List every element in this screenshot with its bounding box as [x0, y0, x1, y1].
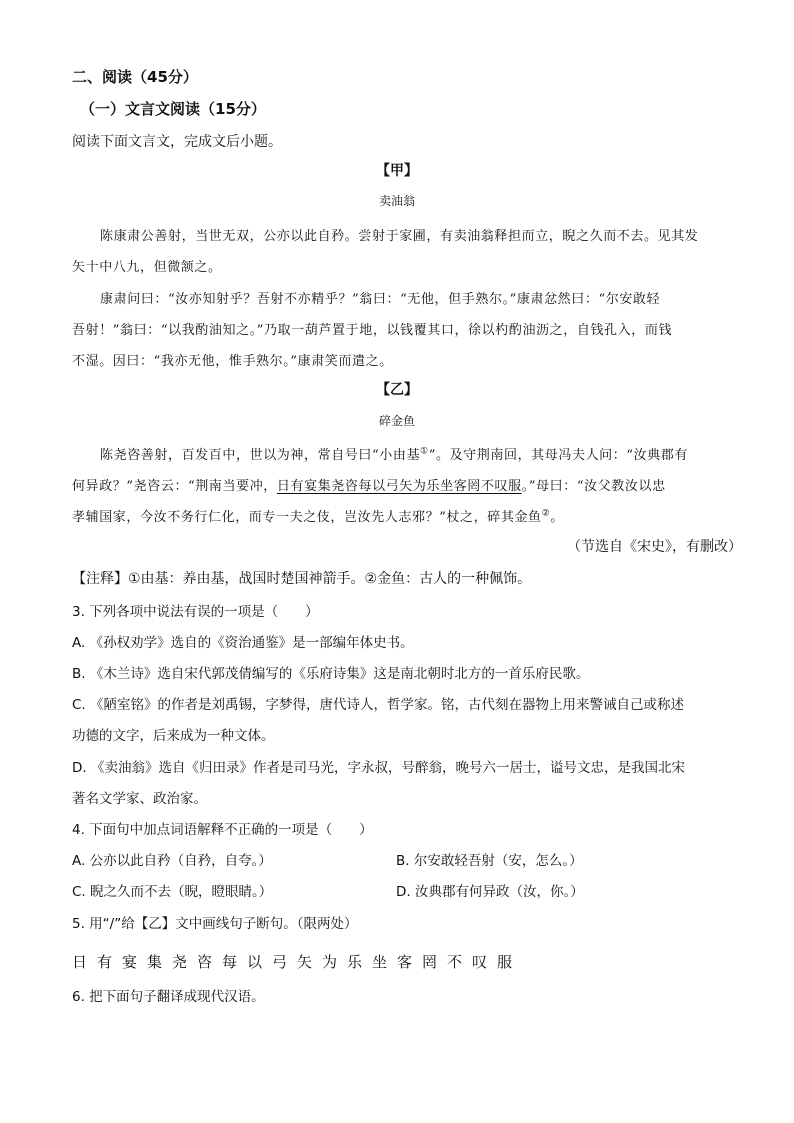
passage-a-line: 吾射！”翁曰：“以我酌油知之。”乃取一葫芦置于地，以钱覆其口，徐以杓酌油沥之，自钱孔入，而钱 [72, 323, 673, 338]
underlined-sentence: 日有宴集尧咨每以弓矢为乐坐客罔不叹服 [276, 479, 522, 494]
passage-b-line [72, 506, 564, 525]
q3-option-c[interactable]: C. 《陋室铭》的作者是刘禹锡，字梦得，唐代诗人，哲学家。铭，古代刻在器物上用来警诫自己或称述 [72, 697, 685, 713]
passage-b-text: ”。及守荆南回，其母冯夫人问：“汝典郡有 [428, 448, 689, 463]
passage-b-text: 陈尧咨善射，百发百中，世以为神，常自号曰“小由基 [100, 448, 421, 463]
passage-b-label: 【乙】 [376, 382, 418, 398]
subsection-title: （一）文言文阅读（15分） [80, 100, 266, 118]
q3-option-c-cont: 功德的文字，后来成为一种文体。 [72, 728, 275, 744]
passage-b-title: 碎金鱼 [378, 414, 415, 428]
passage-b-text: 。 [550, 510, 564, 525]
q4-option-a[interactable]: A. 公亦以此自矜（自矜，自夸。） [72, 853, 272, 869]
q4-option-d[interactable]: D. 汝典郡有何异政（汝，你。） [396, 884, 584, 900]
q5-stem: 5. 用“/”给【乙】文中画线句子断句。（限两处） [72, 916, 358, 932]
q3-option-a[interactable]: A. 《孙权劝学》选自的《资治通鉴》是一部编年体史书。 [72, 635, 414, 651]
q4-option-b[interactable]: B. 尔安敢轻吾射（安，怎么。） [396, 853, 583, 869]
passage-source: （节选自《宋史》，有删改） [567, 539, 742, 555]
passage-a-line: 陈康肃公善射，当世无双，公亦以此自矜。尝射于家圃，有卖油翁释担而立，睨之久而不去。见其发 [100, 229, 699, 244]
passage-b-text: 何异政？”尧咨云：“荆南当要冲， [72, 479, 277, 494]
q3-option-b[interactable]: B. 《木兰诗》选自宋代郭茂倩编写的《乐府诗集》这是南北朝时北方的一首乐府民歌。 [72, 666, 590, 682]
passage-a-line: 康肃问曰：“汝亦知射乎？吾射不亦精乎？”翁曰：“无他，但手熟尔。”康肃忿然曰：“尔安敢轻 [100, 292, 661, 307]
passage-b-text: 孝辅国家，今汝不务行仁化，而专一夫之伎，岂汝先人志邪？”杖之，碎其金鱼 [72, 510, 542, 525]
passage-b-line [100, 444, 688, 463]
passage-b-line [72, 475, 666, 494]
passage-a-line: 矢十中八九，但微颔之。 [72, 260, 222, 275]
q5-sentence: 日有宴集尧咨每以弓矢为乐坐客罔不叹服 [72, 953, 523, 971]
passage-a-label: 【甲】 [376, 163, 418, 179]
q4-stem: 4. 下面句中加点词语解释不正确的一项是（ ） [72, 822, 373, 838]
passage-b-text: 。”母曰：“汝父教汝以忠 [521, 479, 666, 494]
section-title: 二、阅读（45分） [72, 68, 198, 86]
q4-option-c[interactable]: C. 睨之久而不去（睨，瞪眼睛。） [72, 884, 273, 900]
q3-option-d-cont: 著名文学家、政治家。 [72, 791, 207, 807]
q3-option-d[interactable]: D. 《卖油翁》选自《归田录》作者是司马光，字永叔，号醉翁，晚号六一居士，谥号文忠，是我国北宋 [72, 760, 685, 776]
footnote-marker: ② [541, 508, 551, 519]
q6-stem: 6. 把下面句子翻译成现代汉语。 [72, 989, 265, 1005]
notes: 【注释】①由基：养由基，战国时楚国神箭手。②金鱼：古人的一种佩饰。 [72, 571, 532, 587]
footnote-marker: ① [420, 446, 429, 457]
q3-stem: 3. 下列各项中说法有误的一项是（ ） [72, 604, 319, 620]
passage-a-line: 不湿。因曰：“我亦无他，惟手熟尔。”康肃笑而遣之。 [72, 354, 393, 369]
passage-a-title: 卖油翁 [378, 194, 415, 208]
instruction-text: 阅读下面文言文，完成文后小题。 [72, 134, 282, 150]
